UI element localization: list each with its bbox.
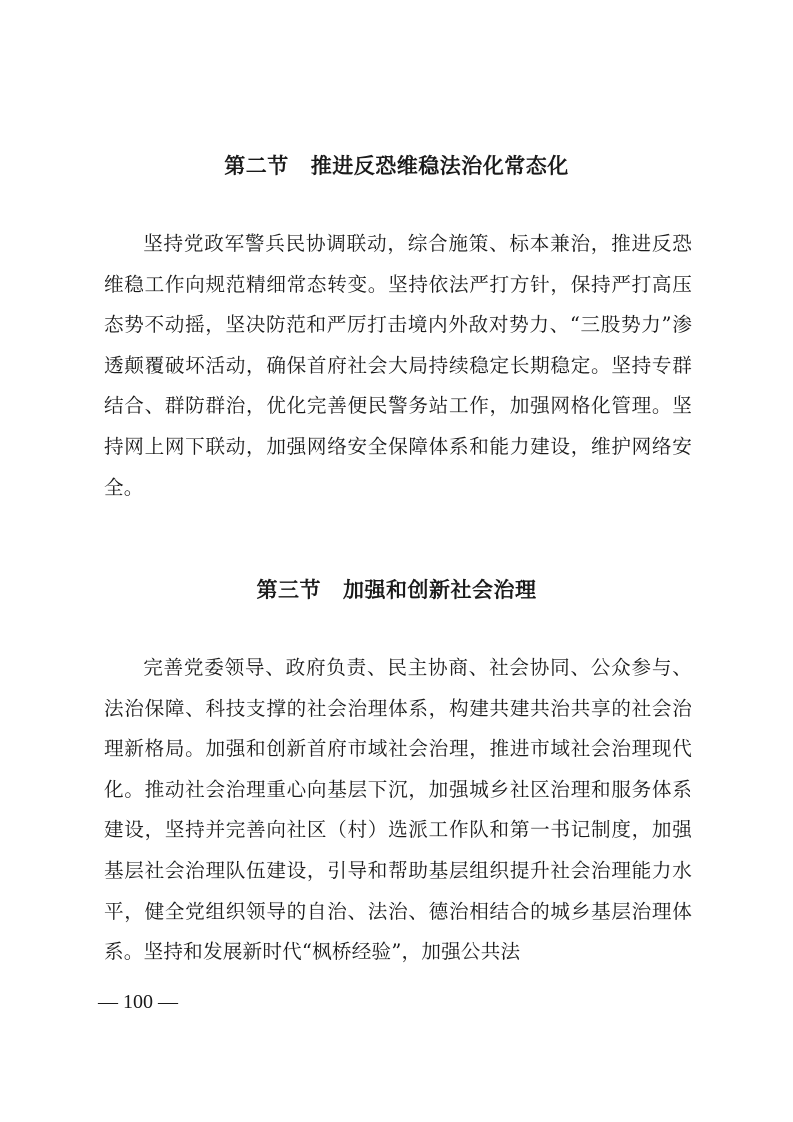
- section-number: 第二节: [224, 154, 289, 178]
- section-title: 推进反恐维稳法治化常态化: [310, 154, 569, 178]
- section-body-paragraph: 完善党委领导、政府负责、民主协商、社会协同、公众参与、法治保障、科技支撑的社会治理体系，构建共建共治共享的社会治理新格局。加强和创新首府市域社会治理，推进市域社会治理现代化。推动社会治理重心向基层下沉，加强城乡社区治理和服务体系建设，坚持并完善向社区（村）选派工作队和第一书记制度，加强基层社会治理队伍建设，引导和帮助基层组织提升社会治理能力水平，健全党组织领导的自治、法治、德治相结合的城乡基层治理体系。坚持和发展新时代“枫桥经验”，加强公共法: [104, 656, 692, 964]
- page-number: — 100 —: [98, 991, 178, 1013]
- section-body-paragraph: 坚持党政军警兵民协调联动，综合施策、标本兼治，推进反恐维稳工作向规范精细常态转变。坚持依法严打方针，保持严打高压态势不动摇，坚决防范和严厉打击境内外敌对势力、“三股势力”渗透颠覆破坏活动，确保首府社会大局持续稳定长期稳定。坚持专群结合、群防群治，优化完善便民警务站工作，加强网格化管理。坚持网上网下联动，加强网络安全保障体系和能力建设，维护网络安全。: [104, 232, 692, 499]
- section-heading: [0, 150, 793, 180]
- section-heading: [0, 574, 793, 604]
- section-number: 第三节: [256, 578, 321, 602]
- section-title: 加强和创新社会治理: [343, 578, 537, 602]
